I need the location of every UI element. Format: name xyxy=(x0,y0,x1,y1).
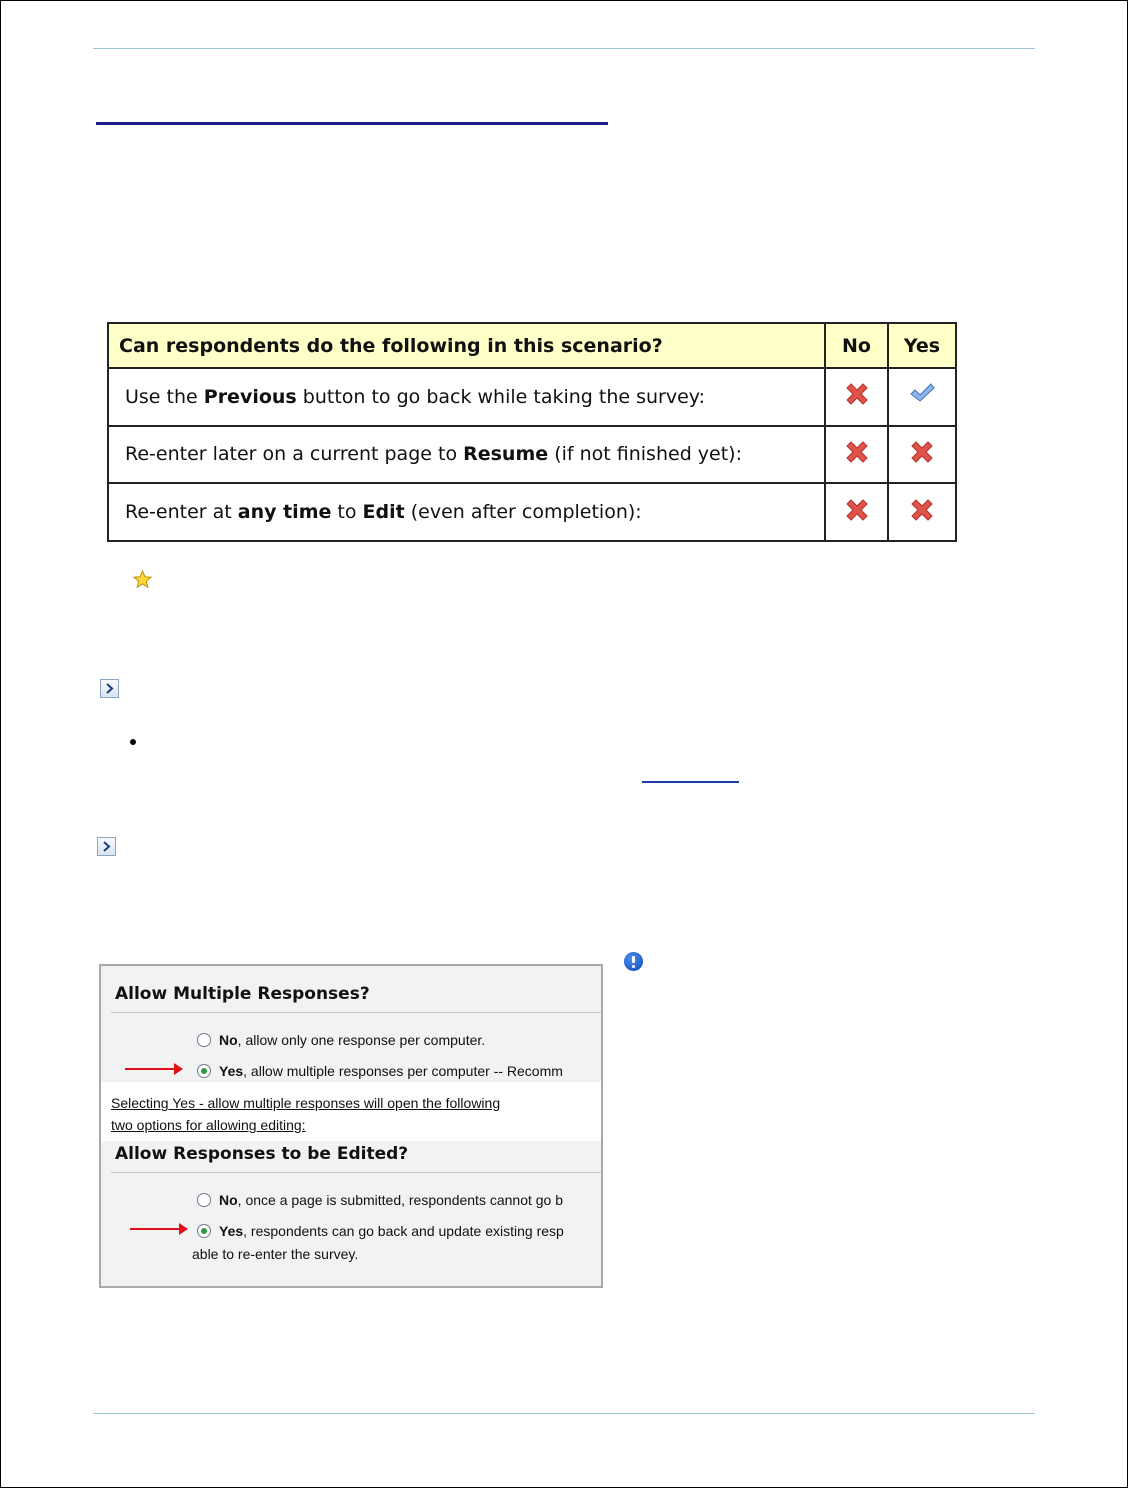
radio-selected-icon[interactable] xyxy=(197,1224,211,1238)
title-link-underline[interactable] xyxy=(96,122,608,125)
table-row xyxy=(108,368,956,426)
note-text: Selecting Yes - allow multiple responses will open the following two options for allowing editing: xyxy=(111,1095,501,1133)
row-no-mark xyxy=(825,368,888,426)
row-no-mark xyxy=(825,426,888,484)
row-yes-mark xyxy=(888,368,956,426)
row-no-mark xyxy=(825,483,888,541)
bullet xyxy=(130,739,136,745)
cross-icon xyxy=(842,379,872,409)
cross-icon xyxy=(907,437,937,467)
header-no: No xyxy=(825,323,888,368)
row-question: Re-enter later on a current page to Resume (if not finished yet): xyxy=(108,426,825,484)
cross-icon xyxy=(842,495,872,525)
footer-rule xyxy=(93,1413,1035,1414)
comparison-table xyxy=(107,322,957,542)
check-icon xyxy=(907,379,937,409)
section-divider xyxy=(111,1012,601,1013)
cross-icon xyxy=(842,437,872,467)
inline-link[interactable] xyxy=(642,781,739,783)
section-divider xyxy=(111,1172,601,1173)
edited-option-yes[interactable]: Yes, respondents can go back and update existing resp xyxy=(197,1223,564,1239)
radio-selected-icon[interactable] xyxy=(197,1064,211,1078)
info-icon xyxy=(624,952,643,971)
multiple-option-yes[interactable]: Yes, allow multiple responses per computer -- Recomm xyxy=(197,1063,563,1079)
expand-icon[interactable] xyxy=(97,837,116,856)
note-box xyxy=(101,1082,601,1141)
row-yes-mark xyxy=(888,483,956,541)
chevron-right-icon xyxy=(101,680,118,697)
header-question: Can respondents do the following in this scenario? xyxy=(108,323,825,368)
row-question: Re-enter at any time to Edit (even after completion): xyxy=(108,483,825,541)
chevron-right-icon xyxy=(98,838,115,855)
header-rule xyxy=(93,48,1035,49)
expand-icon[interactable] xyxy=(100,679,119,698)
header-yes: Yes xyxy=(888,323,956,368)
settings-panel-screenshot xyxy=(99,964,603,1288)
star-icon xyxy=(133,570,152,589)
radio-icon[interactable] xyxy=(197,1033,211,1047)
edited-option-continuation: able to re-enter the survey. xyxy=(192,1246,359,1262)
radio-icon[interactable] xyxy=(197,1193,211,1207)
table-row xyxy=(108,483,956,541)
row-yes-mark xyxy=(888,426,956,484)
table-header-row xyxy=(108,323,956,368)
edited-option-no[interactable]: No, once a page is submitted, respondents cannot go b xyxy=(197,1192,563,1208)
table-row xyxy=(108,426,956,484)
row-question: Use the Previous button to go back while taking the survey: xyxy=(108,368,825,426)
cross-icon xyxy=(907,495,937,525)
responses-edited-title: Allow Responses to be Edited? xyxy=(115,1144,409,1164)
red-arrow-icon xyxy=(130,1228,182,1230)
multiple-option-no[interactable]: No, allow only one response per computer. xyxy=(197,1032,485,1048)
red-arrow-icon xyxy=(125,1068,177,1070)
multiple-responses-title: Allow Multiple Responses? xyxy=(115,984,370,1004)
